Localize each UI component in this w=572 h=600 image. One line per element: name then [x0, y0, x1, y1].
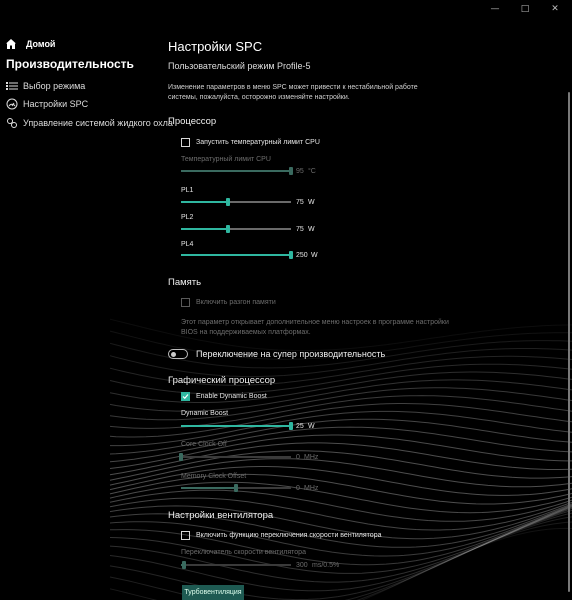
fan-switch-checkbox[interactable]: [181, 531, 382, 540]
list-icon: [6, 80, 18, 92]
core-clock-label: Core Clock Off: [181, 441, 227, 448]
pl1-label: PL1: [181, 187, 194, 194]
sidebar-item-label: Выбор режима: [23, 81, 86, 91]
pl1-unit: W: [308, 199, 315, 206]
vertical-scrollbar[interactable]: [568, 92, 570, 592]
sidebar-item-spc-settings[interactable]: [6, 98, 88, 110]
pl4-unit: W: [311, 252, 318, 259]
pl4-value: 250: [296, 252, 308, 259]
checkbox-box: [181, 138, 190, 147]
sidebar-item-label: Настройки SPC: [23, 99, 89, 109]
core-clock-slider[interactable]: [181, 453, 291, 461]
super-performance-toggle[interactable]: [168, 349, 188, 359]
super-performance-label: Переключение на супер производительность: [196, 349, 386, 359]
profile-subtitle: Пользовательский режим Profile-5: [168, 61, 311, 71]
pl4-label: PL4: [181, 241, 194, 248]
fan-section-title: Настройки вентилятора: [168, 510, 274, 521]
pl2-value: 75: [296, 226, 304, 233]
sidebar-title: Производительность: [6, 57, 134, 71]
pl2-unit: W: [308, 226, 315, 233]
sidebar: [0, 0, 173, 600]
cpu-section-title: Процессор: [168, 116, 217, 127]
liquid-cooling-icon: [6, 117, 18, 129]
fan-speed-label: Переключатель скорости вентилятора: [181, 549, 306, 556]
dynamic-boost-checkbox[interactable]: [181, 392, 267, 401]
checkbox-label: Запустить температурный лимит CPU: [196, 139, 320, 146]
slider-thumb[interactable]: [182, 561, 186, 569]
slider-thumb[interactable]: [226, 198, 230, 206]
cpu-temp-limit-slider[interactable]: [181, 167, 291, 175]
home-label: Домой: [26, 39, 56, 49]
memory-note: Этот параметр открывает дополнительное меню настроек в программе настройки BIOS на поддерживаемых платформах.: [181, 319, 449, 336]
toggle-knob: [171, 352, 176, 357]
checkbox-box: [181, 392, 190, 401]
fan-speed-unit: ms/0.5%: [312, 562, 340, 569]
checkbox-box: [181, 298, 190, 307]
home-nav[interactable]: [5, 38, 55, 50]
fan-speed-slider[interactable]: [181, 561, 291, 569]
pl2-slider[interactable]: [181, 225, 291, 233]
maximize-button[interactable]: □: [520, 4, 530, 14]
fan-speed-value: 300: [296, 562, 308, 569]
dynamic-boost-slider[interactable]: [181, 422, 291, 430]
sidebar-item-label: Управление системой жидкого охла: [23, 118, 173, 128]
warning-text: Изменение параметров в меню SPC может привести к нестабильной работе системы, пожалуйста, осторожно изменяйте настройки.: [168, 84, 418, 101]
memory-clock-slider[interactable]: [181, 484, 291, 492]
memory-overclock-checkbox[interactable]: [181, 298, 276, 307]
slider-thumb[interactable]: [289, 422, 293, 430]
pl1-slider[interactable]: [181, 198, 291, 206]
home-icon: [5, 38, 17, 50]
slider-thumb[interactable]: [289, 251, 293, 259]
close-button[interactable]: ✕: [551, 4, 559, 14]
slider-thumb[interactable]: [234, 484, 238, 492]
core-clock-value: 0: [296, 454, 300, 461]
speedometer-icon: [6, 98, 18, 110]
cpu-temp-limit-value: 95: [296, 168, 304, 175]
sidebar-item-liquid-cooling[interactable]: [6, 117, 173, 129]
turbo-fan-button[interactable]: Турбовентиляция: [182, 585, 244, 600]
pl2-label: PL2: [181, 214, 194, 221]
main-panel: [168, 0, 566, 600]
memory-clock-unit: MHz: [304, 485, 319, 492]
dynamic-boost-value: 25: [296, 423, 304, 430]
dynamic-boost-unit: W: [308, 423, 315, 430]
checkbox-label: Enable Dynamic Boost: [196, 393, 267, 400]
cpu-temp-limit-unit: °C: [308, 168, 316, 175]
minimize-button[interactable]: —: [490, 4, 500, 14]
memory-section-title: Память: [168, 277, 202, 288]
slider-thumb[interactable]: [179, 453, 183, 461]
slider-thumb[interactable]: [226, 225, 230, 233]
slider-thumb[interactable]: [289, 167, 293, 175]
cpu-temp-limit-label: Температурный лимит CPU: [181, 156, 271, 163]
gpu-section-title: Графический процессор: [168, 375, 276, 386]
check-icon: [182, 393, 189, 400]
dynamic-boost-label: Dynamic Boost: [181, 410, 229, 417]
core-clock-unit: MHz: [304, 454, 319, 461]
pl4-slider[interactable]: [181, 251, 291, 259]
sidebar-item-mode-select[interactable]: [6, 80, 85, 92]
memory-clock-value: 0: [296, 485, 300, 492]
cpu-temp-limit-checkbox[interactable]: [181, 138, 320, 147]
checkbox-box: [181, 531, 190, 540]
page-title: Настройки SPC: [168, 39, 263, 54]
memory-clock-label: Memory Clock Offset: [181, 473, 247, 480]
checkbox-label: Включить функцию переключения скорости вентилятора: [196, 532, 382, 539]
pl1-value: 75: [296, 199, 304, 206]
checkbox-label: Включить разгон памяти: [196, 299, 276, 306]
